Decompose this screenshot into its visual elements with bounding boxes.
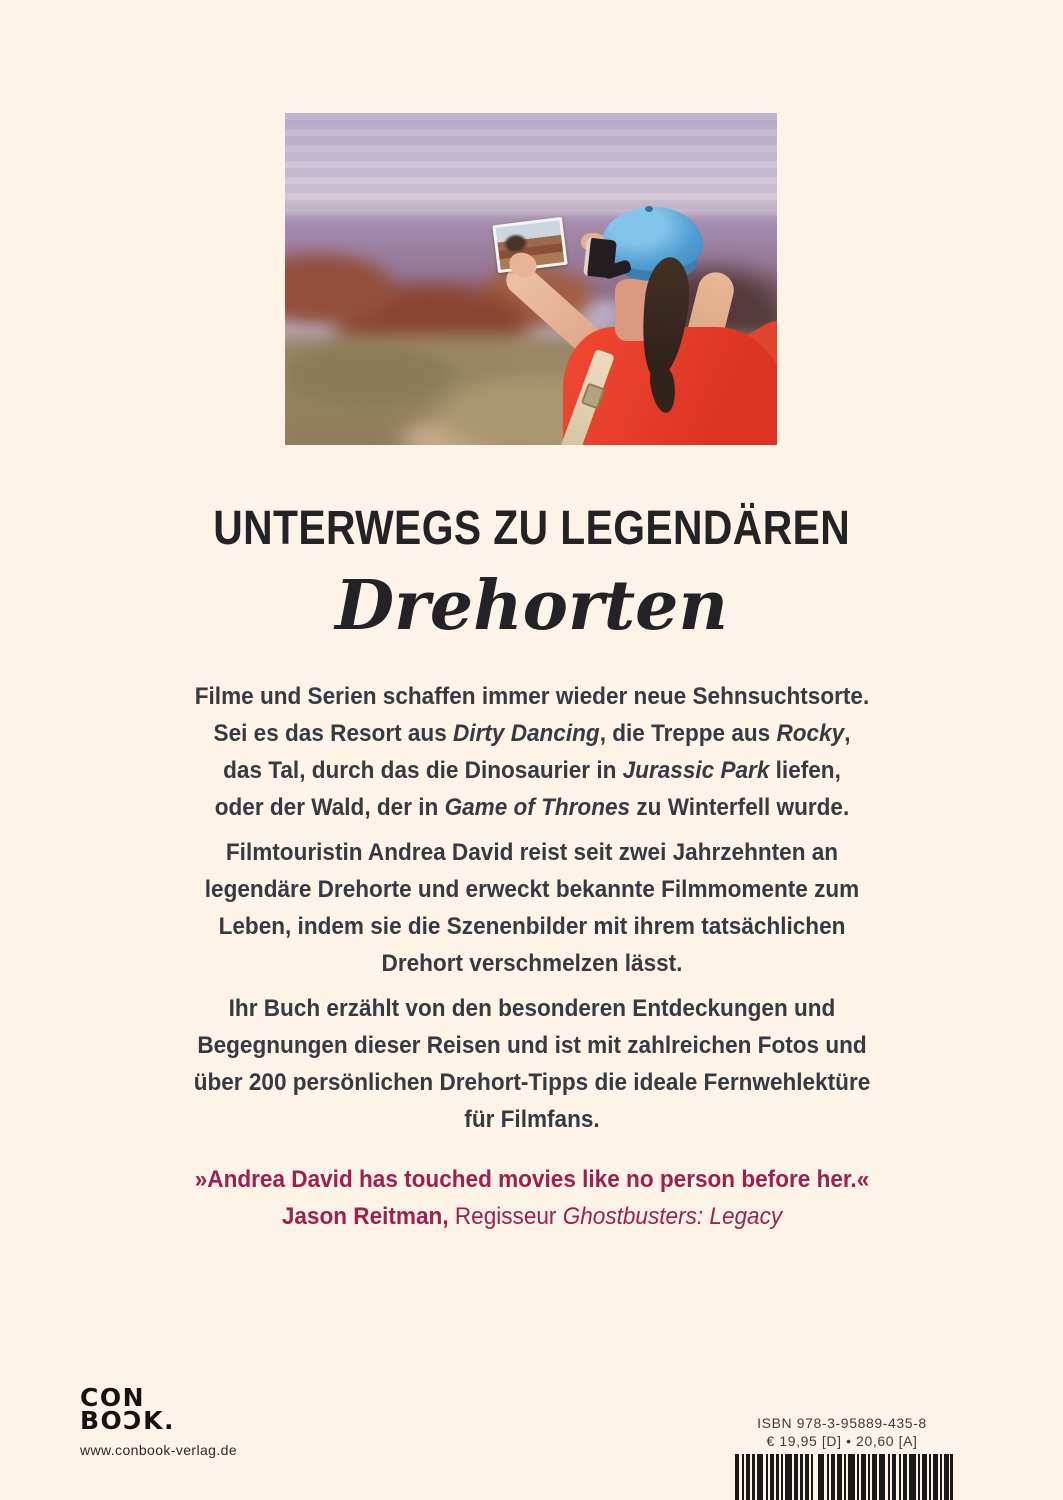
cover-photo [285,113,777,445]
baseball-cap-button [645,206,653,212]
conbook-logo-line2: BOƆK. [80,1406,176,1435]
retail-block [700,1414,984,1450]
blurb-paragraph-2: Filmtouristin Andrea David reist seit zwei Jahrzehnten an legendäre Drehorte und erweckt bekannte Filmmomente zum Leben, indem sie die Szenenbilder mit ihrem tatsächlichen Drehort verschmelzen lässt. [204,839,859,977]
endorsement-quote: »Andrea David has touched movies like no person before her.« Jason Reitman, Regisseur Ghostbusters: Legacy [194,1166,869,1230]
conbook-logo-line1: CON [80,1383,146,1412]
title-caps [0,504,1063,554]
baseball-cap [601,207,703,271]
isbn-text: ISBN 978-3-95889-435-8 [757,1415,927,1431]
barcode [735,1454,953,1500]
title-caps-text: UNTERWEGS ZU LEGENDÄREN [213,502,850,555]
publisher-block [80,1383,238,1458]
title-script: Drehorten [335,566,728,646]
blurb-paragraph-3: Ihr Buch erzählt von den besonderen Entdeckungen und Begegnungen dieser Reisen und ist mit zahlreichen Fotos und über 200 persönlichen Drehort-Tipps die ideale Fernwehlektüre für Filmfans. [193,995,870,1133]
blurb-paragraph-1: Filme und Serien schaffen immer wieder neue Sehnsuchtsorte. Sei es das Resort aus Dirty Dancing, die Treppe aus Rocky, das Tal, durch das die Dinosaurier in Jurassic Park liefen, oder der Wald, der in Game of Thrones zu Winterfell wurde. [194,683,869,821]
blurb-text [82,678,982,1146]
price-text: € 19,95 [D] • 20,60 [A] [766,1433,918,1449]
conbook-logo [80,1383,237,1435]
smartphone [583,238,617,279]
publisher-website: www.conbook-verlag.de [80,1442,238,1458]
